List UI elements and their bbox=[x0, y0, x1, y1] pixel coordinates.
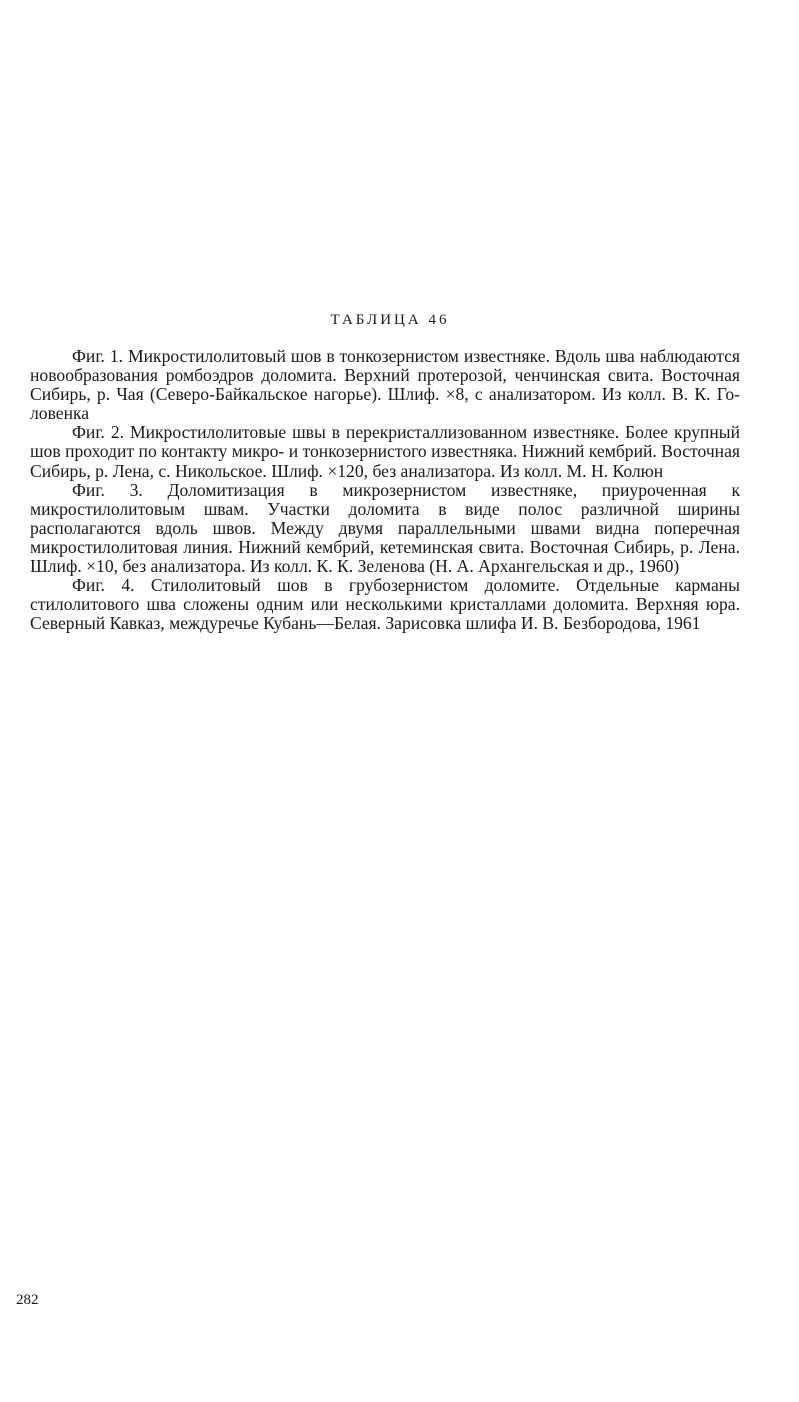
figure-caption-1: Фиг. 1. Микростилолитовый шов в тонкозернистом известняке. Вдоль шва наблюдаются новообразования ромбоэдров доломита. Верхний протерозой, ченчинская свита. Восточная Сибирь, р. Чая (Северо-Байкальское нагорье). Шлиф. ×8, с анализатором. Из колл. В. К. Головенка bbox=[30, 346, 740, 424]
page-number: 282 bbox=[16, 1292, 39, 1308]
figure-caption-2: Фиг. 2. Микростилолитовые швы в перекристаллизованном известняке. Более крупный шов проходит по контакту микро- и тонкозернистого известняка. Нижний кембрий. Восточная Сибирь, р. Лена, с. Никольское. Шлиф. ×120, без анализатора. Из колл. М. Н. Колюн bbox=[30, 422, 740, 481]
table-title: ТАБЛИЦА 46 bbox=[330, 312, 450, 328]
figure-captions bbox=[30, 347, 740, 633]
figure-caption-4: Фиг. 4. Стилолитовый шов в грубозернистом доломите. Отдельные карманы стилолитового шва сложены одним или несколькими кристаллами доломита. Верхняя юра. Северный Кавказ, междуречье Кубань—Белая. Зарисовка шлифа И. В. Безбородова, 1961 bbox=[30, 575, 740, 634]
figure-caption-3: Фиг. 3. Доломитизация в микрозернистом известняке, приуроченная к микростилолитовым швам. Участки доломита в виде полос различной ширины располагаются вдоль швов. Между двумя параллельными швами видна поперечная микростилолитовая линия. Нижний кембрий, кетеминская свита. Восточная Сибирь, р. Лена. Шлиф. ×10, без анализатора. Из колл. К. К. Зеленова (Н. А. Архангельская и др., 1960) bbox=[30, 479, 740, 577]
